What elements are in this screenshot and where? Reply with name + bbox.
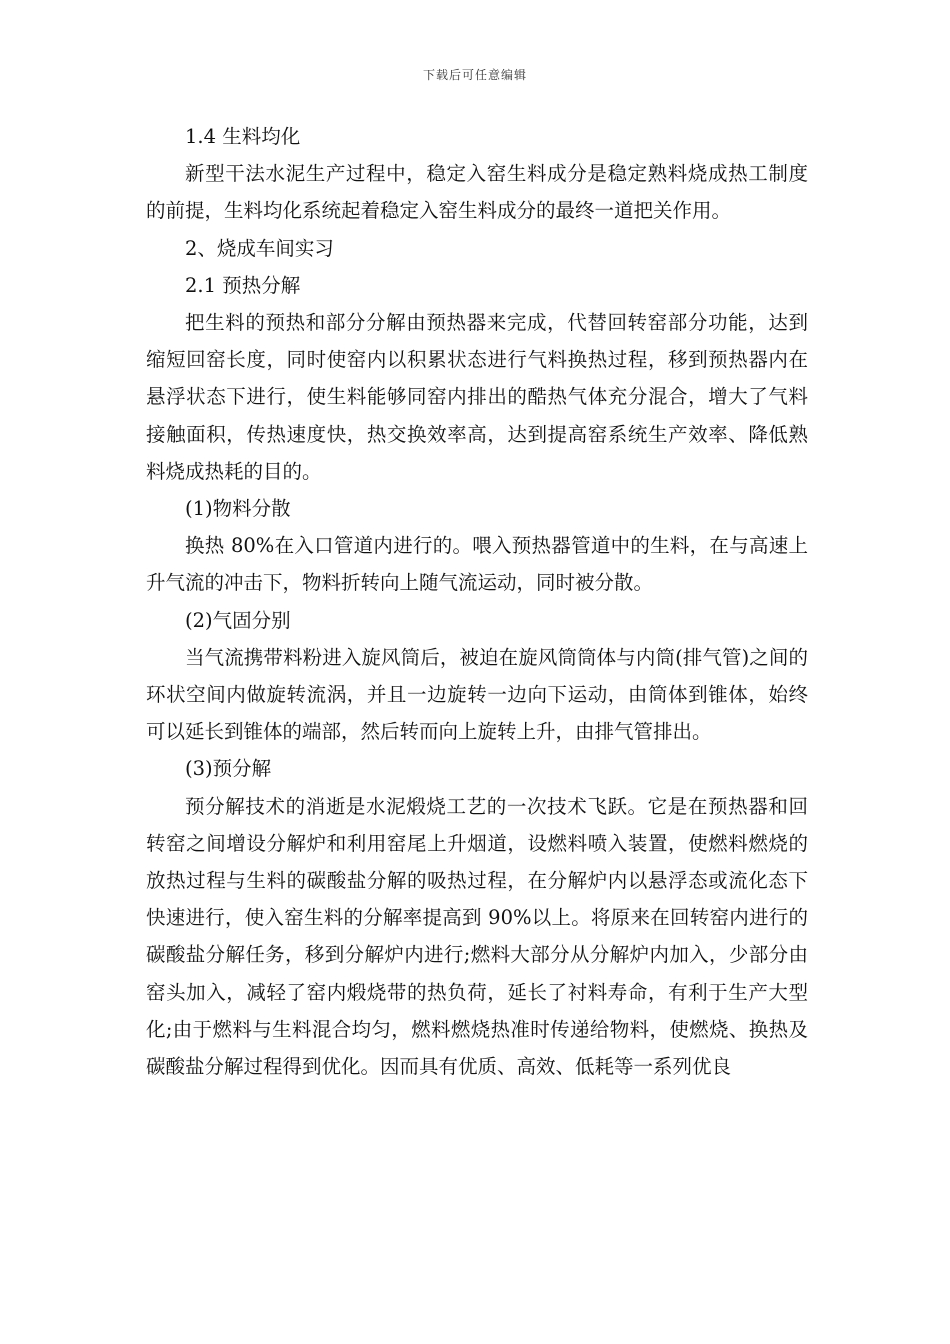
section-heading-1-4: 1.4 生料均化 (185, 125, 301, 148)
subheading-1: (1)物料分散 (185, 497, 291, 521)
subheading-3: (3)预分解 (185, 757, 272, 781)
subheading-2: (2)气固分别 (185, 608, 291, 632)
paragraph: 预分解技术的消逝是水泥煅烧工艺的一次技术飞跃。它是在预热器和回转窑之间增设分解炉和利用窑尾上升烟道，设燃料喷入装置，使燃料燃烧的放热过程与生料的碳酸盐分解的吸热过程，在分解炉内以悬浮态或流化态下快速进行，使入窑生料的分解率提高到 90%以上。将原来在回转窑内进行的碳酸盐分解任务，移到分解炉内进行;燃料大部分从分解炉内加入，少部分由窑头加入，减轻了窑内煅烧带的热负荷，延长了衬料寿命，有利于生产大型化;由于燃料与生料混合均匀，燃料燃烧热准时传递给物料，使燃烧、换热及碳酸盐分解过程得到优化。因而具有优质、高效、低耗等一系列优良 (146, 794, 808, 1079)
section-heading-2: 2、烧成车间实习 (185, 236, 334, 260)
paragraph: 新型干法水泥生产过程中，稳定入窑生料成分是稳定熟料烧成热工制度的前提，生料均化系统起着稳定入窑生料成分的最终一道把关作用。 (146, 162, 808, 223)
paragraph: 换热 80%在入口管道内进行的。喂入预热器管道中的生料，在与高速上升气流的冲击下，物料折转向上随气流运动，同时被分散。 (146, 534, 808, 595)
page-header: 下载后可任意编辑 (422, 68, 527, 82)
paragraph: 当气流携带料粉进入旋风筒后，被迫在旋风筒筒体与内筒(排气管)之间的环状空间内做旋转流涡，并且一边旋转一边向下运动，由筒体到锥体，始终可以延长到锥体的端部，然后转而向上旋转上升，由排气管排出。 (146, 645, 808, 744)
section-heading-2-1: 2.1 预热分解 (185, 273, 301, 297)
paragraph: 把生料的预热和部分分解由预热器来完成，代替回转窑部分功能，达到缩短回窑长度，同时使窑内以积累状态进行气料换热过程，移到预热器内在悬浮状态下进行，使生料能够同窑内排出的酷热气体充分混合，增大了气料接触面积，传热速度快，热交换效率高，达到提高窑系统生产效率、降低熟料烧成热耗的目的。 (146, 311, 808, 483)
document-body (146, 118, 808, 1085)
